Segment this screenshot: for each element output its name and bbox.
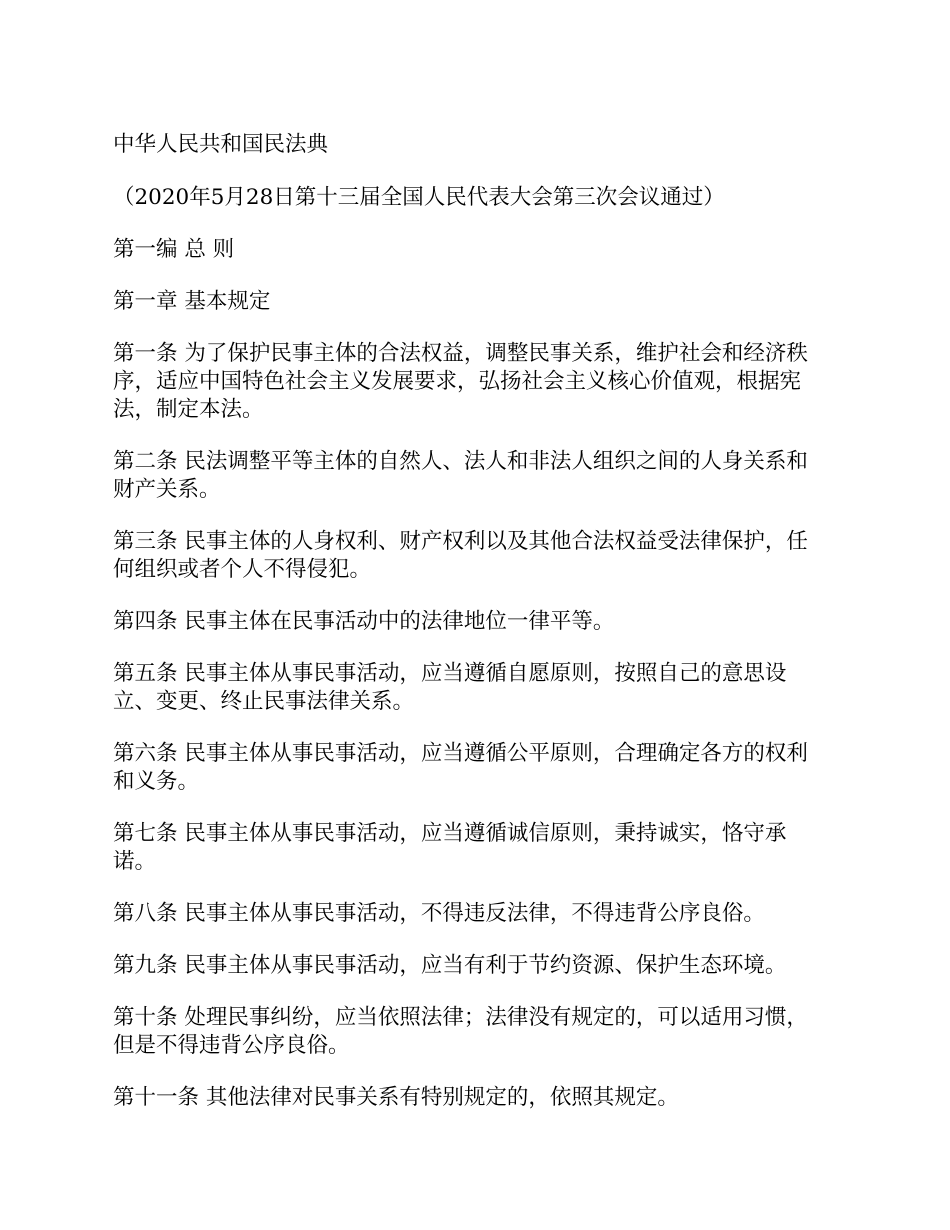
article-7: 第七条 民事主体从事民事活动，应当遵循诚信原则，秉持诚实，恪守承诺。 (113, 821, 787, 874)
article-10: 第十条 处理民事纠纷，应当依照法律；法律没有规定的，可以适用习惯，但是不得违背公序良俗。 (113, 1005, 808, 1058)
document-title: 中华人民共和国民法典 (113, 132, 329, 157)
article-6: 第六条 民事主体从事民事活动，应当遵循公平原则，合理确定各方的权利和义务。 (113, 741, 808, 794)
article-3: 第三条 民事主体的人身权利、财产权利以及其他合法权益受法律保护，任何组织或者个人不得侵犯。 (113, 529, 808, 582)
article-11: 第十一条 其他法律对民事关系有特别规定的，依照其规定。 (113, 1085, 679, 1110)
article-8: 第八条 民事主体从事民事活动，不得违反法律，不得违背公序良俗。 (113, 901, 765, 926)
article-5: 第五条 民事主体从事民事活动，应当遵循自愿原则，按照自己的意思设立、变更、终止民事法律关系。 (113, 661, 787, 714)
article-4: 第四条 民事主体在民事活动中的法律地位一律平等。 (113, 609, 615, 634)
article-1: 第一条 为了保护民事主体的合法权益，调整民事关系，维护社会和经济秩序，适应中国特色社会主义发展要求，弘扬社会主义核心价值观，根据宪法，制定本法。 (113, 341, 808, 422)
article-9: 第九条 民事主体从事民事活动，应当有利于节约资源、保护生态环境。 (113, 953, 787, 978)
adoption-note: （2020年5月28日第十三届全国人民代表大会第三次会议通过） (113, 185, 725, 210)
article-2: 第二条 民法调整平等主体的自然人、法人和非法人组织之间的人身关系和财产关系。 (113, 449, 808, 502)
document-page (113, 131, 828, 1136)
part-heading: 第一编 总 则 (113, 237, 235, 262)
chapter-heading: 第一章 基本规定 (113, 289, 271, 314)
